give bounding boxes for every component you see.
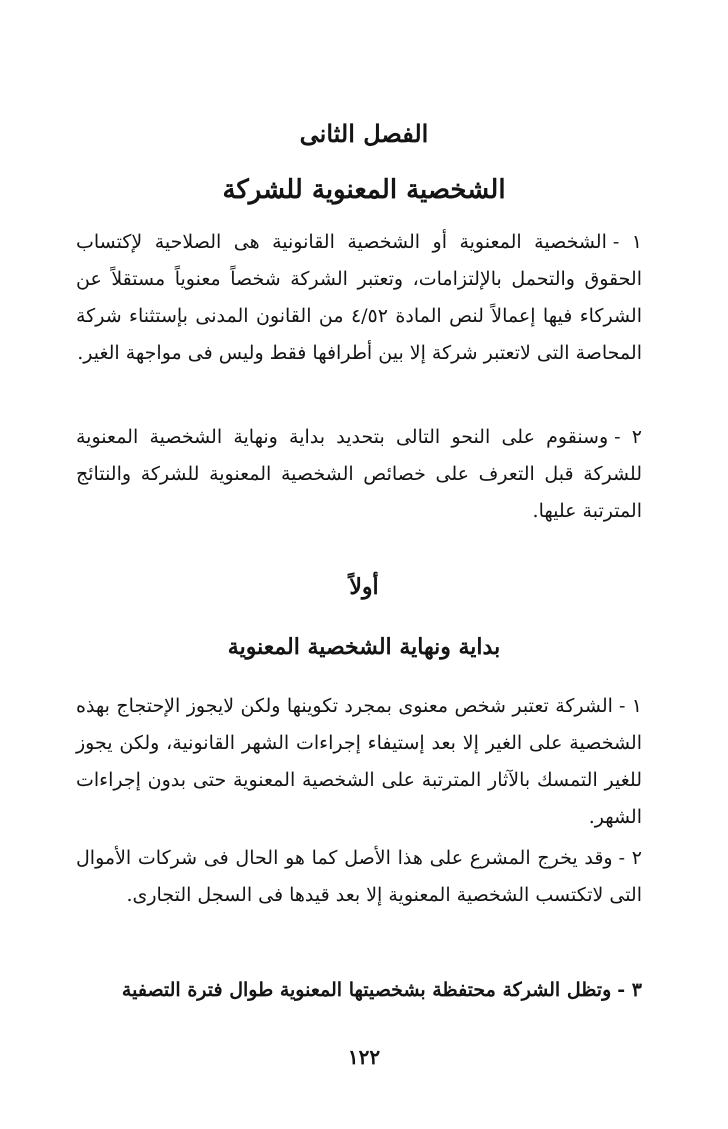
section-title: بداية ونهاية الشخصية المعنوية <box>227 634 501 660</box>
page-number: ١٢٢ <box>347 1045 381 1069</box>
paragraph-section-1 <box>76 688 642 836</box>
paragraph-intro-1 <box>76 224 642 372</box>
section-label: أولاً <box>349 574 379 600</box>
paragraph-section-2 <box>76 840 642 914</box>
paragraph-number: ٢ - <box>618 847 642 869</box>
paragraph-number: ٣ - <box>617 979 642 1001</box>
paragraph-number: ٢ - <box>614 426 642 448</box>
paragraph-text: الشركة تعتبر شخص معنوى بمجرد تكوينها ولكن لايجوز الإحتجاج بهذه الشخصية على الغير إلا بعد إستيفاء إجراءات الشهر القانونية، ولكن يجوز للغير التمسك بالآثار المترتبة على الشخصية المعنوية حتى بدون إجراءات الشهر. <box>76 695 642 828</box>
paragraph-number: ١ - <box>612 231 642 253</box>
chapter-title: الفصل الثانى <box>299 119 429 148</box>
paragraph-text: وتظل الشركة محتفظة بشخصيتها المعنوية طوال فترة التصفية <box>121 979 612 1001</box>
paragraph-section-3 <box>76 972 642 1009</box>
paragraph-intro-2 <box>76 419 642 530</box>
paragraph-text: وسنقوم على النحو التالى بتحديد بداية ونهاية الشخصية المعنوية للشركة قبل التعرف على خصائص الشخصية المعنوية للشركة والنتائج المترتبة عليها. <box>76 426 642 522</box>
chapter-subtitle: الشخصية المعنوية للشركة <box>222 175 506 205</box>
paragraph-text: الشخصية المعنوية أو الشخصية القانونية هى الصلاحية لإكتساب الحقوق والتحمل بالإلتزامات، وتعتبر الشركة شخصاً معنوياً مستقلاً عن الشركاء فيها إعمالاً لنص المادة ٤/٥٢ من القانون المدنى بإستثناء شركة المحاصة التى لاتعتبر شركة إلا بين أطرافها فقط وليس فى مواجهة الغير. <box>76 231 642 364</box>
paragraph-number: ١ - <box>618 695 642 717</box>
paragraph-text: وقد يخرج المشرع على هذا الأصل كما هو الحال فى شركات الأموال التى لاتكتسب الشخصية المعنوية إلا بعد قيدها فى السجل التجارى. <box>76 847 642 906</box>
